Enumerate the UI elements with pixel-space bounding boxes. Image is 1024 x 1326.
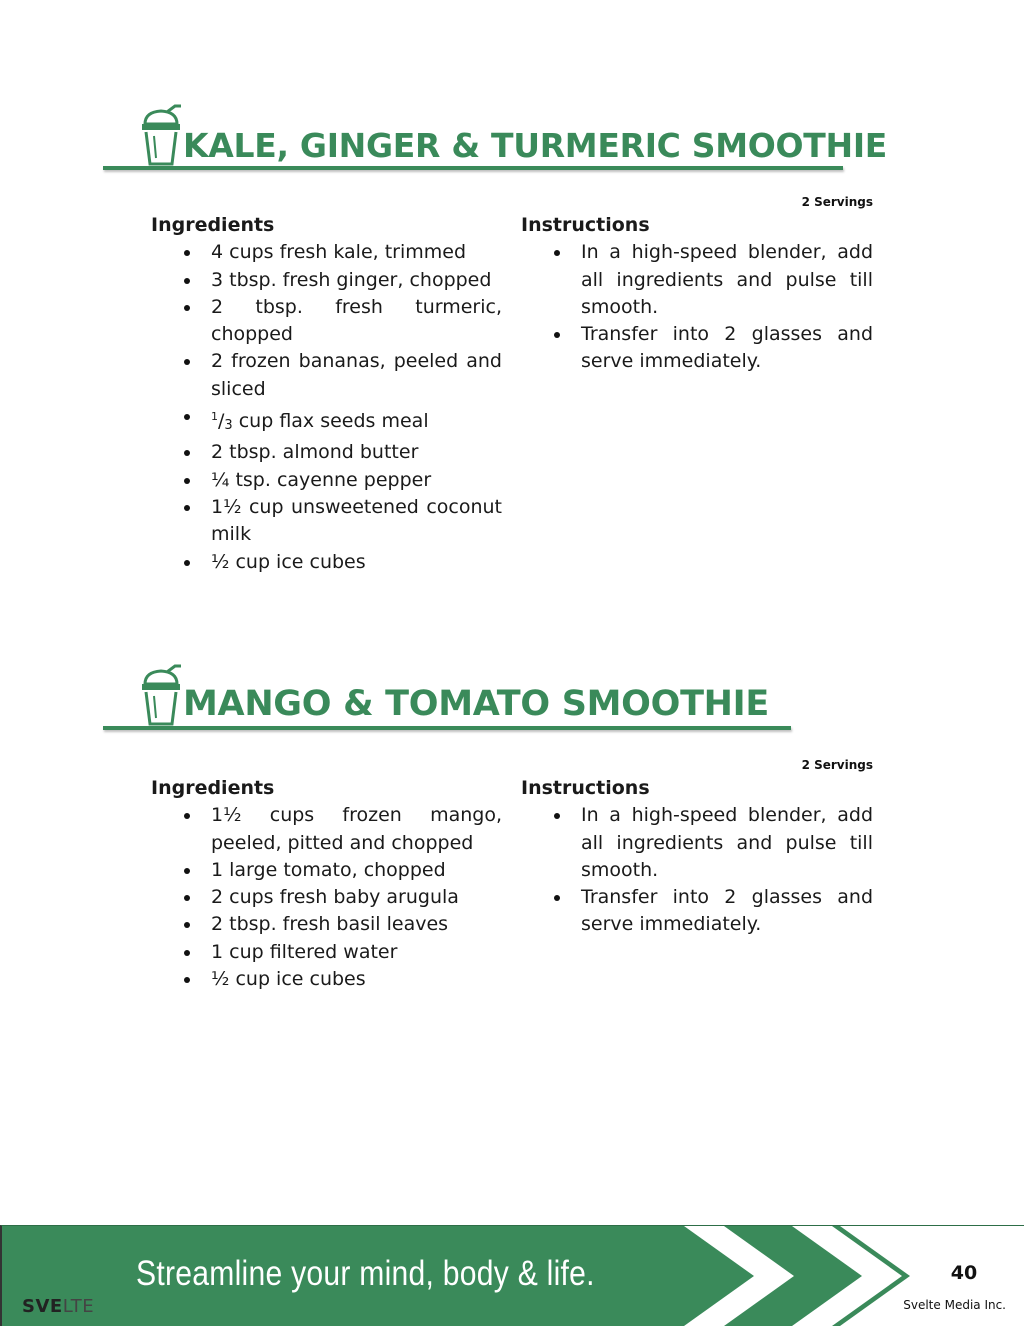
list-item: 1½ cup unsweetened coconut milk xyxy=(151,494,502,549)
recipe-title: KALE, GINGER & TURMERIC SMOOTHIE xyxy=(183,126,888,165)
list-item: 1 large tomato, chopped xyxy=(151,857,502,884)
list-item: In a high-speed blender, add all ingredients and pulse till smooth. xyxy=(521,239,873,321)
list-item: 2 cups fresh baby arugula xyxy=(151,884,502,911)
list-item: 1 cup filtered water xyxy=(151,939,502,966)
footer-slogan: Streamline your mind, body & life. xyxy=(136,1254,595,1293)
list-item: 2 frozen bananas, peeled and sliced xyxy=(151,348,502,403)
list-item: 2 tbsp. fresh basil leaves xyxy=(151,911,502,938)
list-item: Transfer into 2 glasses and serve immediately. xyxy=(521,321,873,376)
page-number: 40 xyxy=(950,1262,978,1284)
instructions-heading: Instructions xyxy=(521,777,650,799)
list-item: $^1/_3$ cup flax seeds meal xyxy=(151,403,502,439)
list-item: In a high-speed blender, add all ingredients and pulse till smooth. xyxy=(521,802,873,884)
ingredients-column xyxy=(151,212,502,576)
recipe-title-row xyxy=(103,104,888,174)
footer-banner xyxy=(0,1225,1024,1326)
list-item: 4 cups fresh kale, trimmed xyxy=(151,239,502,266)
title-underline xyxy=(103,726,791,730)
fraction: $^1/_3$ xyxy=(211,410,233,434)
title-underline xyxy=(103,166,843,170)
list-item: ¼ tsp. cayenne pepper xyxy=(151,467,502,494)
ingredients-list xyxy=(151,802,502,993)
servings-label: 2 Servings xyxy=(801,758,873,772)
list-item: ½ cup ice cubes xyxy=(151,549,502,576)
instructions-list xyxy=(521,239,873,375)
ingredients-heading: Ingredients xyxy=(151,777,275,799)
recipe-title: MANGO & TOMATO SMOOTHIE xyxy=(183,684,769,724)
instructions-column xyxy=(521,212,873,376)
instructions-column xyxy=(521,775,873,939)
ingredients-column xyxy=(151,775,502,993)
list-item: 2 tbsp. fresh turmeric, chopped xyxy=(151,294,502,349)
smoothie-cup-icon xyxy=(139,104,185,170)
list-item: 3 tbsp. fresh ginger, chopped xyxy=(151,267,502,294)
ingredients-heading: Ingredients xyxy=(151,214,275,236)
servings-label: 2 Servings xyxy=(801,195,873,209)
list-item: 1½ cups frozen mango, peeled, pitted and chopped xyxy=(151,802,502,857)
list-item: Transfer into 2 glasses and serve immediately. xyxy=(521,884,873,939)
instructions-list xyxy=(521,802,873,938)
instructions-heading: Instructions xyxy=(521,214,650,236)
ingredients-list xyxy=(151,239,502,576)
list-item: 2 tbsp. almond butter xyxy=(151,439,502,466)
brand-logo: SVELTE xyxy=(22,1296,95,1317)
publisher-name: Svelte Media Inc. xyxy=(903,1298,1006,1312)
recipe-title-row xyxy=(103,664,793,734)
list-item: ½ cup ice cubes xyxy=(151,966,502,993)
smoothie-cup-icon xyxy=(139,664,185,730)
